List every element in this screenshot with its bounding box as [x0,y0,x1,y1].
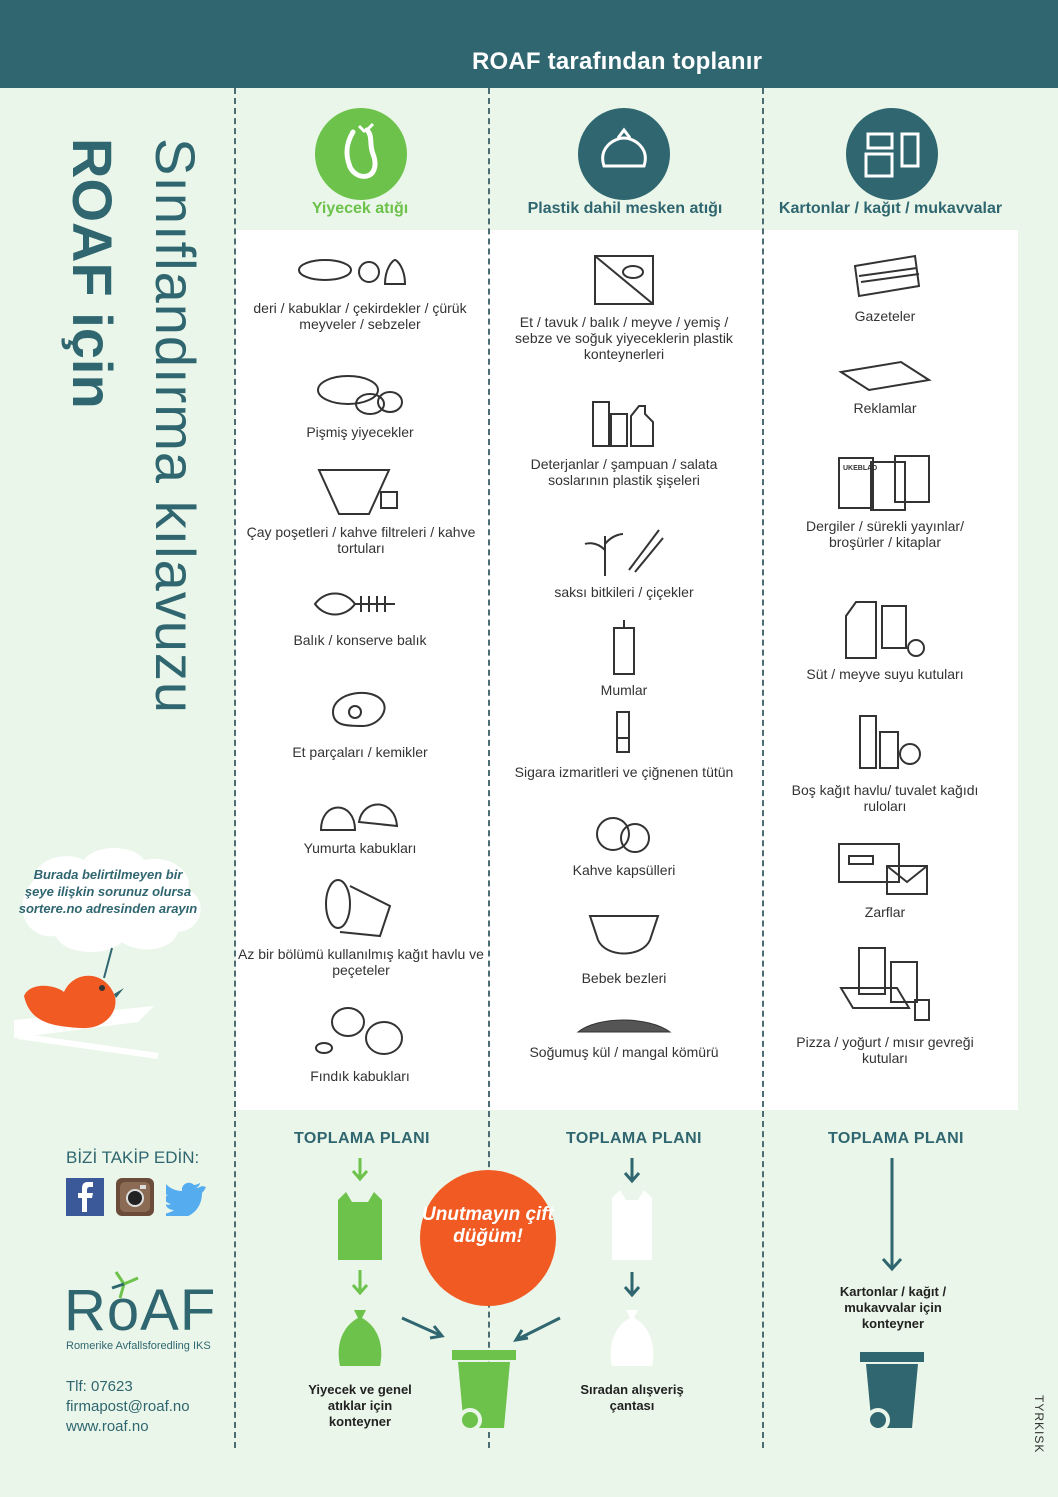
paper-towel-icon [316,876,406,940]
food-tray-icon [589,252,659,308]
category-food-label: Yiyecek atığı [311,200,409,217]
plastic-item-plants: saksı bitkileri / çiçekler [506,520,742,600]
plastic-item-bottles: Deterjanlar / şampuan / salata soslarının plastik şişeleri [506,392,742,488]
paper-item-magazines: UKEBLAD Dergiler / sürekli yayınlar/ broşürler / kitaplar [780,454,990,550]
arrow-down-icon [625,1272,639,1295]
flyer-icon [835,358,935,394]
plastic-item-cigarettes: Sigara izmaritleri ve çiğnenen tütün [506,708,742,780]
green-bag-icon [338,1192,382,1260]
plan-title-food: TOPLAMA PLANI [294,1130,430,1147]
paper-item-newspapers: Gazeteler [780,246,990,324]
fruit-peel-icon [295,244,425,294]
food-item-eggshells: Yumurta kabukları [250,792,470,856]
arrow-down-icon [353,1158,367,1179]
paper-waste-icon [846,108,938,200]
plan-title-plastic: TOPLAMA PLANI [566,1130,702,1147]
ash-icon [574,1008,674,1038]
shopping-bag-caption: Sıradan alışveriş çantası [580,1382,684,1413]
facebook-icon[interactable] [66,1178,104,1216]
language-label: TYRKISK [1032,1395,1046,1454]
paper-item-boxes: Pizza / yoğurt / mısır gevreği kutuları [780,944,990,1066]
company-name: Romerike Avfallsforedling IKS [66,1340,211,1352]
plastic-item-capsules: Kahve kapsülleri [506,812,742,878]
guide-title: Sınıflandırma kılavuzu [144,138,207,715]
tied-green-bag-icon [339,1310,382,1366]
arrow-down-icon [625,1158,639,1181]
plastic-item-candles: Mumlar [506,618,742,698]
plan-title-paper: TOPLAMA PLANI [828,1130,964,1147]
meat-bone-icon [315,678,405,738]
paper-item-envelopes: Zarflar [780,840,990,920]
food-item-fish: Balık / konserve balık [250,580,470,648]
help-text: Burada belirtilmeyen bir şeye ilişkin sorunuz olursa sortere.no adresinden arayın [18,867,198,916]
nut-icon [310,1000,410,1062]
twitter-icon[interactable] [166,1178,204,1216]
plastic-item-ash: Soğumuş kül / mangal kömürü [506,1008,742,1060]
category-plastic-label: Plastik dahil mesken atığı [527,200,723,217]
diaper-icon [584,906,664,964]
category-paper-label: Kartonlar / kağıt / mukavvalar [778,200,1003,217]
double-knot-badge: Unutmayın çift düğüm! [420,1170,556,1306]
food-item-paper-towel: Az bir bölümü kullanılmış kağıt havlu ve peçeteler [236,876,486,978]
bread-icon [310,370,410,418]
roaf-logo: RoAF [64,1278,217,1343]
bottles-icon [589,392,659,450]
paper-container-caption: Kartonlar / kağıt / mukavvalar için konteyner [839,1284,947,1331]
fish-icon [305,580,415,626]
plant-icon [579,520,669,578]
instagram-icon[interactable] [116,1178,154,1216]
eggshell-icon [315,792,405,834]
food-item-peels: deri / kabuklar / çekirdekler / çürük meyveler / sebzeler [250,244,470,332]
paper-roll-icon [840,712,930,776]
arrow-icon [402,1318,442,1338]
paper-item-ads: Reklamlar [780,358,990,416]
plastic-item-diapers: Bebek bezleri [506,906,742,986]
arrow-down-icon [883,1158,901,1269]
household-waste-icon [578,108,670,200]
guide-title-brand: ROAF için [61,138,124,409]
green-bin-icon [452,1350,516,1430]
bird-icon [14,966,160,1070]
email-link[interactable]: firmapost@roaf.no [66,1398,190,1415]
paper-item-cartons: Süt / meyve suyu kutuları [780,596,990,682]
envelope-icon [835,840,935,898]
teal-bin-icon [860,1352,924,1430]
food-item-tea: Çay poşetleri / kahve filtreleri / kahve tortuları [236,462,486,556]
pizza-box-icon [835,944,935,1028]
follow-label: BİZİ TAKİP EDİN: [66,1148,200,1167]
coffee-capsule-icon [589,812,659,856]
food-item-meat: Et parçaları / kemikler [250,678,470,760]
tied-white-bag-icon [611,1310,654,1366]
food-item-cooked: Pişmiş yiyecekler [250,370,470,440]
white-bag-icon [612,1190,652,1260]
coffee-filter-icon [311,462,411,518]
magazine-tag: UKEBLAD [843,465,878,472]
arrow-icon [516,1318,560,1340]
arrow-down-icon [353,1270,367,1293]
food-container-caption: Yiyecek ve genel atıklar için konteyner [308,1382,412,1429]
newspaper-icon [845,246,925,302]
paper-item-rolls: Boş kağıt havlu/ tuvalet kağıdı ruloları [780,712,990,814]
food-item-nutshells: Fındık kabukları [250,1000,470,1084]
cigarette-icon [609,708,639,758]
phone: Tlf: 07623 [66,1378,133,1395]
plastic-item-containers: Et / tavuk / balık / meyve / yemiş / sebze ve soğuk yiyeceklerin plastik konteynerleri [506,252,742,362]
header-title: ROAF tarafından toplanır [472,48,763,75]
header-bar [0,0,1058,88]
food-waste-icon [315,108,407,200]
milk-carton-icon [840,596,930,660]
candle-icon [604,618,644,676]
website-link[interactable]: www.roaf.no [66,1418,149,1435]
